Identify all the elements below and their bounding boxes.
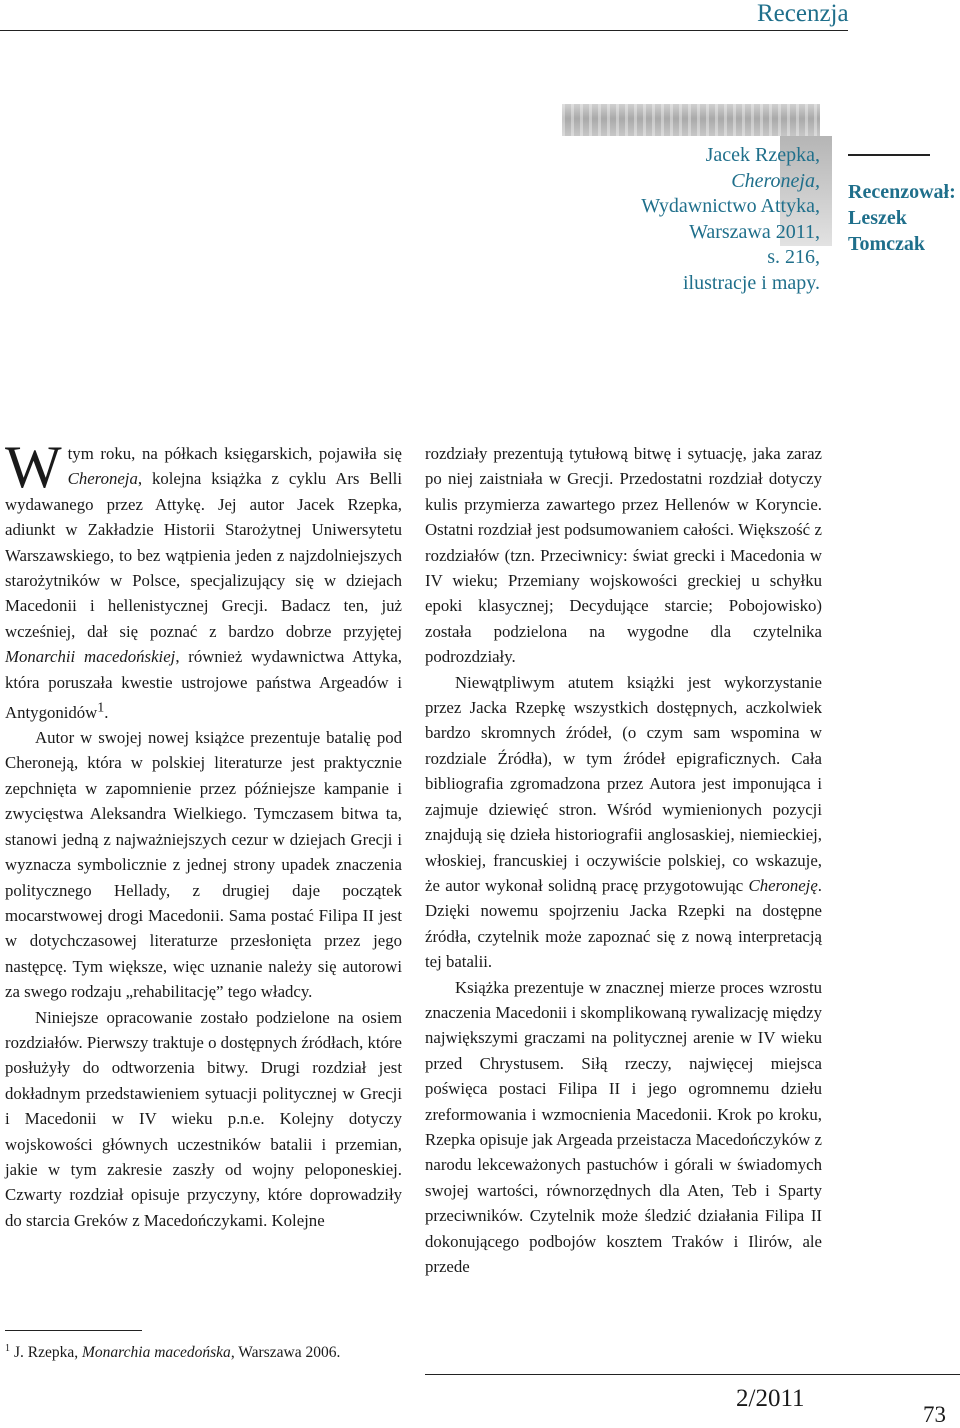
book-info [590,143,820,296]
paragraph-text: Niniejsze opracowanie zostało podzielone na osiem rozdziałów. Pierwszy traktuje o dostępnych źródłach, które posłużyły do odtworzenia bitwy. Drugi rozdział jest dokładnym przedstawieniem sytuacji politycznej w Grecji i Macedonii w IV wieku p.n.e. Kolejny dotyczy wojskowości głównych uczestników batalii i przemian, jakie w tym zakresie zaszły od wojny peloponeskiej. Czwarty rozdział opisuje przyczyny, które doprowadziły do starcia Greków z Macedończykami. Kolejne [5,1007,402,1230]
paragraph [425,975,822,1280]
book-place-year: Warszawa 2011, [689,220,820,243]
reviewer-rule [848,154,930,156]
book-pages: s. 216, [767,246,820,268]
grunge-band [562,104,820,136]
footnote-rest: , Warszawa 2006. [230,1344,341,1362]
header-rule [0,30,848,31]
paragraph [425,670,822,975]
footer-rule [425,1374,960,1375]
drop-cap: W [5,434,62,500]
paragraph-text: Niewątpliwym atutem książki jest wykorzystanie przez Jacka Rzepkę wszystkich dostępnych, aczkolwiek bardzo skromnych źródeł, (o czym sam wspomina w rozdziale Źródła), w tym źródeł epigraficznych. Cała bibliografia zgromadzona przez Autora jest imponująca i zajmuje dziewięć stron. Wśród wymienionych pozycji znajdują się dzieła historiografii anglosaskiej, niemieckiej, włoskiej, francuskiej i oczywiście polskiej, co wskazuje, że autor wykonał solidną pracę przygotowując Cheroneję. Dzięki nowemu spojrzeniu Jacka Rzepki na dostępne źródła, czytelnik może zapoznać się z nową interpretacją tej batalii. [425,672,822,972]
paragraph [5,434,402,725]
paragraph-text: rozdziały prezentują tytułową bitwę i sytuację, jaka zaraz po niej zaistniała w Grecji. Przedostatni rozdział dotyczy kulis przymierza zawartego przez Hellenów w Koryncie. Ostatni rozdział jest podsumowaniem całości. Większość z rozdziałów (tzn. Przeciwnicy: świat grecki i Macedonia w IV wieku; Przemiany wojskowości greckiej u schyłku epoki klasycznej; Decydujące starcie; Pobojowisko) została podzielona na wygodne dla czytelnika podrozdziały. [425,444,822,667]
section-title: Recenzja [757,0,849,27]
right-column [425,441,822,1279]
reviewer-first-name: Leszek [848,207,907,229]
reviewer-block [848,179,960,257]
footnote [5,1339,340,1363]
left-column [5,434,402,1233]
book-illustrations: ilustracje i mapy. [683,271,820,294]
page-number: 73 [923,1402,946,1427]
book-publisher: Wydawnictwo Attyka, [641,195,820,217]
footnote-author: J. Rzepka, [14,1344,79,1362]
reviewer-last-name: Tomczak [848,233,926,255]
book-title: Cheroneja, [731,169,820,192]
reviewer-label: Recenzował: [848,181,956,203]
paragraph-text: Autor w swojej nowej książce prezentuje batalię pod Cheroneją, która w polskiej literaturze jest praktycznie zepchnięta w zapomnienie przez późniejsze kampanie i zwycięstwa Aleksandra Wielkiego. Tymczasem bitwa ta, stanowi jedną z najważniejszych cezur w dziejach Grecji i wyznacza symbolicznie z jednej strony upadek znaczenia politycznego Hellady, z drugiej daje początek mocarstwowej drogi Macedonii. Sama postać Filipa II jest w dotychczasowej literaturze przesłonięta przez jego następcę. Tym większe, więc uznanie należy się autorowi za swego rodzaju „rehabilitację” tego władcy. [5,728,402,1002]
paragraph [5,725,402,1004]
paragraph [425,441,822,670]
footnote-rule [5,1330,142,1331]
paragraph-text: Książka prezentuje w znacznej mierze proces wzrostu znaczenia Macedonii i skomplikowaną rywalizację między największymi graczami na politycznej arenie w IV wieku przed Chrystusem. Siłą rzeczy, najwięcej miejsca poświęca postaci Filipa II i jego ogromnemu dziełu zreformowania i wzmocnienia Macedonii. Krok po kroku, Rzepka opisuje jak Argeada przeistacza Macedończyków z narodu lekceważonych pastuchów i górali w świadomych swojej wartości, równorzędnych dla Aten, Teb i Sparty przeciwników. Czytelnik może śledzić działania Filipa II dokonującego podbojów kosztem Traków i Ilirów, ale przede [425,977,822,1276]
book-author: Jacek Rzepka, [705,144,820,166]
paragraph [5,1005,402,1234]
footnote-number: 1 [5,1343,10,1354]
issue-number: 2/2011 [736,1385,805,1412]
footnote-title: Monarchia macedońska [82,1344,231,1362]
paragraph-text: tym roku, na półkach księgarskich, pojawiła się Cheroneja, kolejna książka z cyklu Ars Belli wydawanego przez Attykę. Jej autor Jacek Rzepka, adiunkt w Zakładzie Historii Starożytnej Uniwersytetu Warszawskiego, to bez wątpienia jeden z najzdolniejszych starożytników w Polsce, specjalizujący się w dziejach Macedonii i hellenistycznej Grecji. Badacz ten, już wcześniej, dał się poznać z bardzo dobrze przyjętej Monarchii macedońskiej, również wydawnictwa Attyka, która poruszała kwestie ustrojowe państwa Argeadów i Antygonidów$^1$. [5,444,402,722]
